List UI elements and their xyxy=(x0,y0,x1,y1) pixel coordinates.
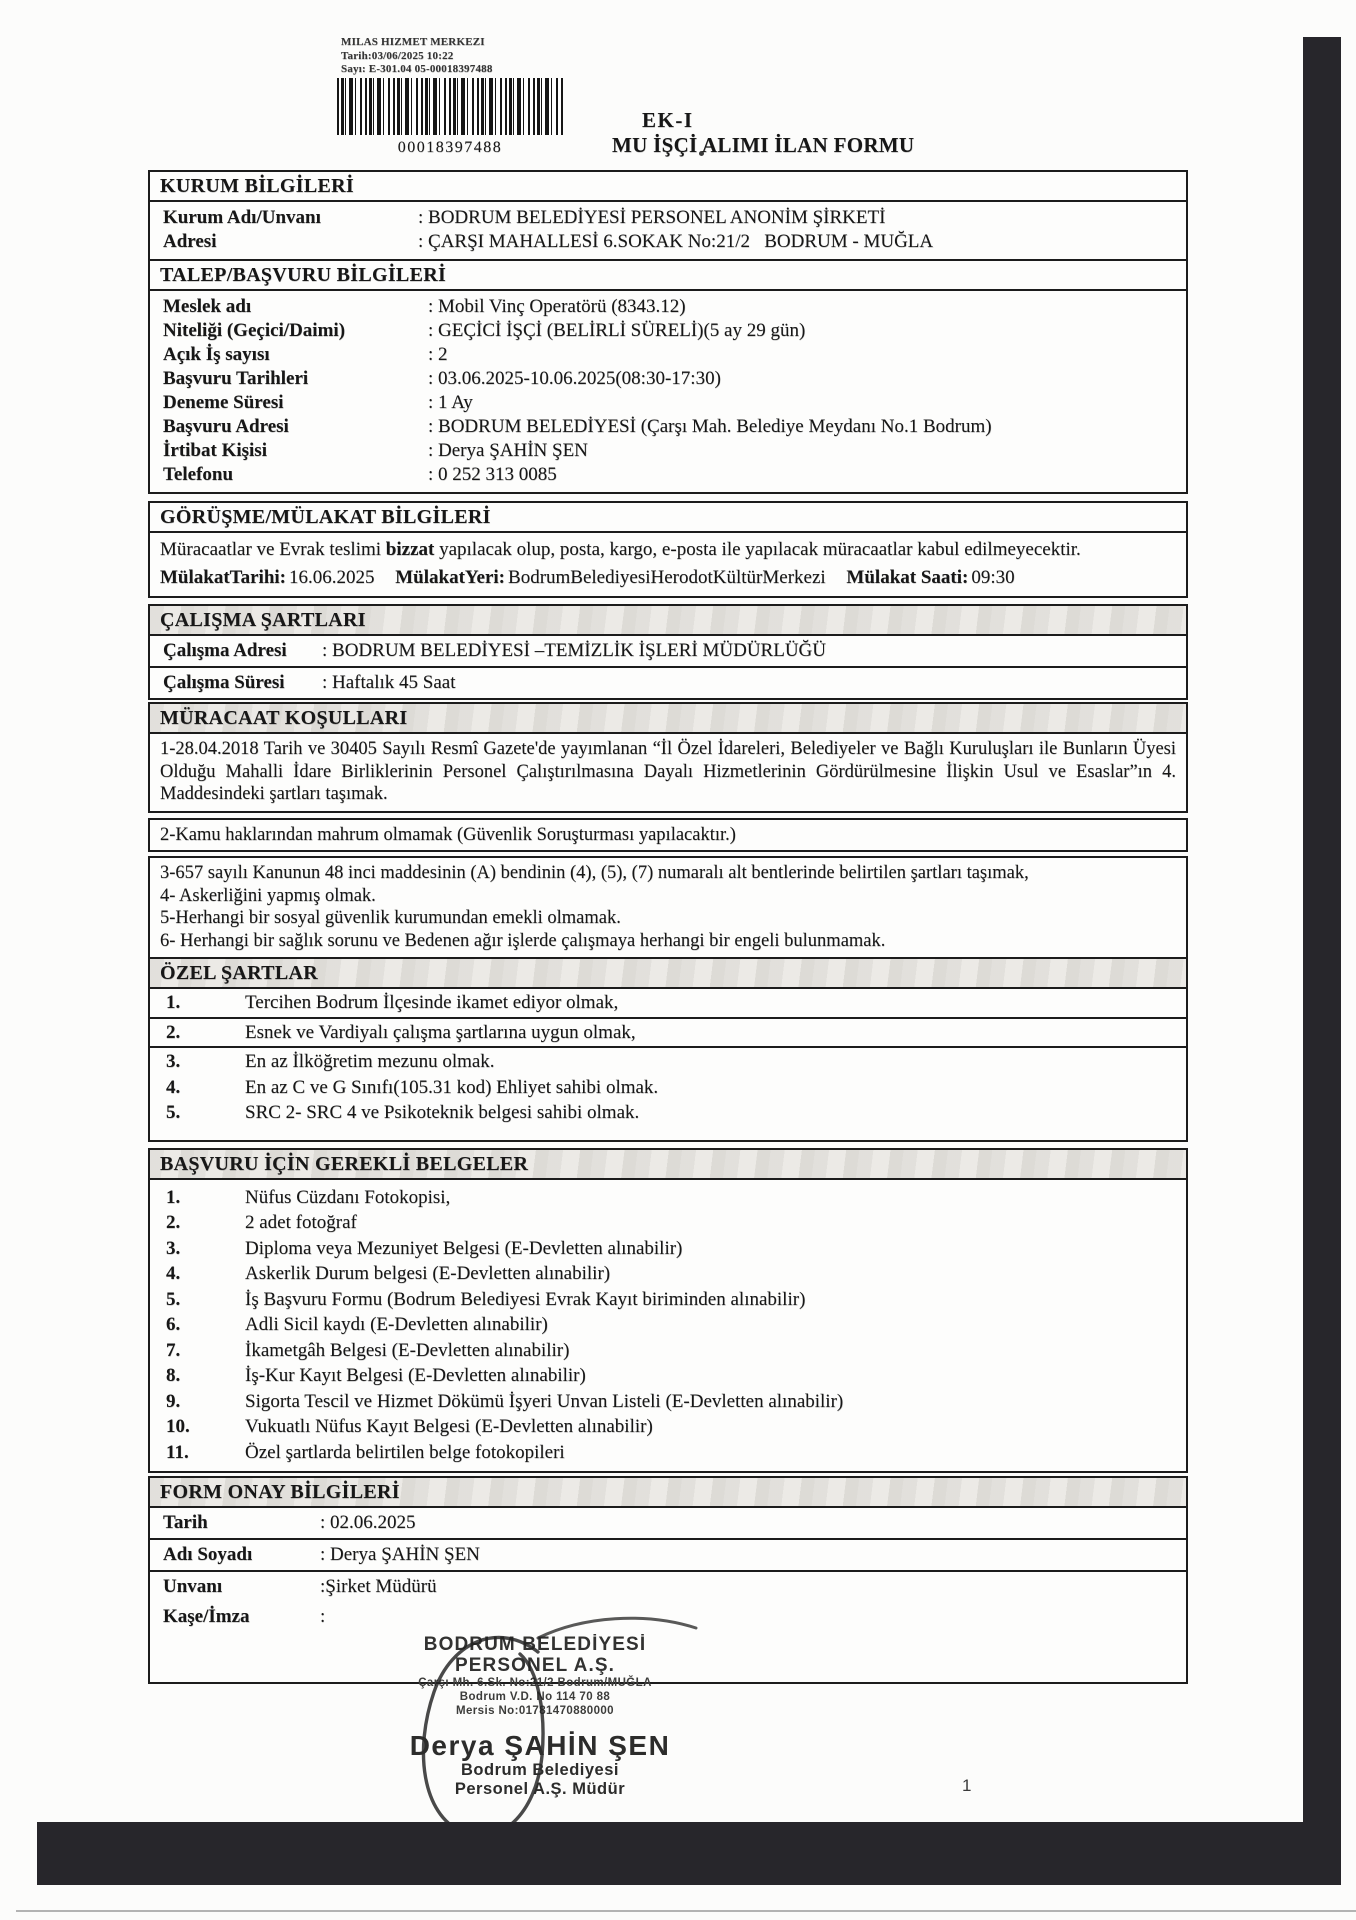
field-row xyxy=(150,319,1186,343)
list-item xyxy=(150,1049,1186,1075)
field-label: Kurum Adı/Unvanı xyxy=(163,207,321,228)
gorusme-bold-word: bizzat xyxy=(385,539,435,560)
scan-number: Sayı: E-301.04 05-00018397488 xyxy=(341,63,493,75)
list-item xyxy=(150,1287,1186,1313)
field-value: : 2 xyxy=(428,344,448,365)
scan-artifact-line xyxy=(16,1910,1356,1912)
gorusme-text: Müracaatlar ve Evrak teslimi xyxy=(160,539,386,560)
signatory-title: Personel A.Ş. Müdür xyxy=(454,1780,626,1798)
item-number: 5. xyxy=(166,1102,181,1123)
field-value: : Mobil Vinç Operatörü (8343.12) xyxy=(428,296,686,317)
mulakat-place: MülakatYeri: BodrumBelediyesiHerodotKültürMerkezi xyxy=(395,567,826,588)
section-title-belgeler: BAŞVURU İÇİN GEREKLİ BELGELER xyxy=(150,1150,1186,1180)
field-label: Adı Soyadı xyxy=(163,1544,253,1565)
section-onay xyxy=(148,1476,1188,1717)
item-number: 9. xyxy=(166,1390,181,1412)
ozel-items-3-5 xyxy=(150,1048,1186,1140)
item-text: 2 adet fotoğraf xyxy=(245,1212,357,1233)
page-title: MU İŞÇİ ALIMI İLAN FORMU xyxy=(612,133,915,157)
item-number: 10. xyxy=(166,1416,190,1437)
item-number: 5. xyxy=(166,1288,181,1310)
list-item xyxy=(150,1019,1186,1049)
list-item xyxy=(150,1236,1186,1262)
gorusme-paragraph xyxy=(150,533,1186,564)
section-title-gorusme: GÖRÜŞME/MÜLAKAT BİLGİLERİ xyxy=(150,503,1186,533)
item-number: 4. xyxy=(166,1076,181,1098)
scan-office: MILAS HIZMET MERKEZI xyxy=(341,36,485,48)
field-label: Tarih xyxy=(163,1512,208,1533)
condition-item-6: 6- Herhangi bir sağlık sorunu ve Bedenen ağır işlerde çalışmaya herhangi bir engeli bulunmamak. xyxy=(160,930,886,951)
field-row xyxy=(150,230,1186,254)
scan-date: Tarih:03/06/2025 10:22 xyxy=(341,49,454,62)
condition-item-5: 5-Herhangi bir sosyal güvenlik kurumundan emekli olmamak. xyxy=(160,908,621,928)
stamp-line: Çarşı Mh. 6.Sk. No:21/2 Bodrum/MUĞLA xyxy=(418,1677,652,1689)
gorusme-text: yapılacak olup, posta, kargo, e-posta ile yapılacak müracaatlar kabul edilmeyecektir. xyxy=(434,539,1081,560)
field-label: Başvuru Adresi xyxy=(163,416,289,437)
field-row xyxy=(150,1602,1186,1632)
stamp-area xyxy=(150,1632,1186,1717)
list-item xyxy=(150,1440,1186,1466)
field-value: : 1 Ay xyxy=(428,392,473,413)
field-value: : xyxy=(320,1606,326,1627)
item-text: Adli Sicil kaydı (E-Devletten alınabilir) xyxy=(245,1314,548,1335)
condition-items-3-6 xyxy=(150,858,1186,959)
barcode xyxy=(337,78,563,135)
item-number: 7. xyxy=(166,1339,181,1361)
section-title-talep: TALEP/BAŞVURU BİLGİLERİ xyxy=(150,261,1186,291)
talep-rows xyxy=(150,291,1186,492)
signatory-name: Derya ŞAHİN ŞEN xyxy=(409,1730,671,1761)
section-title-ozel: ÖZEL ŞARTLAR xyxy=(150,959,1186,989)
field-row xyxy=(150,295,1186,319)
field-row xyxy=(150,415,1186,439)
field-row xyxy=(150,206,1186,230)
field-label: Adresi xyxy=(163,231,217,252)
list-item xyxy=(150,1414,1186,1440)
field-row xyxy=(150,1508,1186,1540)
field-label: Açık İş sayısı xyxy=(163,344,270,365)
field-value: : Haftalık 45 Saat xyxy=(322,672,456,693)
field-label: Meslek adı xyxy=(163,296,252,317)
condition-item-3: 3-657 sayılı Kanunun 48 inci maddesinin (A) bendinin (4), (5), (7) numaralı alt bentlerinde belirtilen şartları taşımak, xyxy=(160,863,1029,883)
section-title-muracaat: MÜRACAAT KOŞULLARI xyxy=(150,704,1186,734)
field-label: Kaşe/İmza xyxy=(163,1606,250,1627)
scan-metadata xyxy=(341,36,493,77)
condition-item-4: 4- Askerliğini yapmış olmak. xyxy=(160,885,376,906)
form-body xyxy=(148,170,1188,1799)
item-text: İş Başvuru Formu (Bodrum Belediyesi Evrak Kayıt biriminden alınabilir) xyxy=(245,1288,806,1310)
item-number: 2. xyxy=(166,1021,181,1043)
field-label: Başvuru Tarihleri xyxy=(163,368,309,389)
field-value: : Derya ŞAHİN ŞEN xyxy=(320,1544,480,1565)
field-label: Çalışma Süresi xyxy=(163,672,285,693)
list-item xyxy=(150,1261,1186,1287)
section-title-onay: FORM ONAY BİLGİLERİ xyxy=(150,1478,1186,1508)
stamp-line: Bodrum V.D. No 114 70 88 xyxy=(459,1691,611,1703)
field-value: : 02.06.2025 xyxy=(320,1512,416,1533)
item-text: En az C ve G Sınıfı(105.31 kod) Ehliyet sahibi olmak. xyxy=(245,1076,659,1098)
item-text: İkametgâh Belgesi (E-Devletten alınabilir) xyxy=(245,1339,570,1361)
form-header xyxy=(612,108,948,158)
field-row xyxy=(150,343,1186,367)
field-label: İrtibat Kişisi xyxy=(163,440,267,461)
item-number: 2. xyxy=(166,1212,181,1233)
muracaat-items-ozel xyxy=(148,856,1188,1142)
stamp-line: BODRUM BELEDİYESİ xyxy=(423,1634,647,1655)
field-label: Çalışma Adresi xyxy=(163,640,287,661)
page-number: 1 xyxy=(962,1776,972,1795)
mulakat-date: MülakatTarihi: 16.06.2025 xyxy=(160,567,375,588)
item-text: Tercihen Bodrum İlçesinde ikamet ediyor olmak, xyxy=(245,992,619,1013)
muracaat-item-2-box xyxy=(148,818,1188,853)
list-item xyxy=(150,1312,1186,1338)
list-item xyxy=(150,1210,1186,1236)
field-row xyxy=(150,1540,1186,1572)
list-item xyxy=(150,1338,1186,1364)
list-item xyxy=(150,1100,1186,1126)
item-number: 1. xyxy=(166,992,181,1013)
field-value: : BODRUM BELEDİYESİ –TEMİZLİK İŞLERİ MÜDÜRLÜĞÜ xyxy=(322,640,826,661)
signatory-org: Bodrum Belediyesi xyxy=(461,1761,619,1779)
section-belgeler xyxy=(148,1148,1188,1474)
list-item xyxy=(150,1075,1186,1101)
item-number: 3. xyxy=(166,1051,181,1072)
field-row xyxy=(150,439,1186,463)
field-row xyxy=(150,463,1186,487)
field-label: Niteliği (Geçici/Daimi) xyxy=(163,320,346,341)
field-value: :Şirket Müdürü xyxy=(320,1576,437,1597)
mulakat-line xyxy=(150,564,1186,596)
mulakat-time: Mülakat Saati: 09:30 xyxy=(846,567,1015,588)
section-title-calisma: ÇALIŞMA ŞARTLARI xyxy=(150,606,1186,636)
item-number: 11. xyxy=(166,1441,189,1463)
item-text: Vukuatlı Nüfus Kayıt Belgesi (E-Devletten alınabilir) xyxy=(245,1416,653,1437)
section-kurum-talep xyxy=(148,170,1188,494)
list-item xyxy=(150,1363,1186,1389)
kurum-rows xyxy=(150,202,1186,261)
item-text: Özel şartlarda belirtilen belge fotokopileri xyxy=(245,1441,565,1463)
list-item xyxy=(150,1389,1186,1415)
belgeler-list xyxy=(150,1180,1186,1472)
field-label: Deneme Süresi xyxy=(163,392,284,413)
item-text: En az İlköğretim mezunu olmak. xyxy=(245,1051,495,1072)
field-value: : ÇARŞI MAHALLESİ 6.SOKAK No:21/2 BODRUM - MUĞLA xyxy=(418,231,934,252)
signatory-block xyxy=(370,1730,972,1799)
field-value: : 0 252 313 0085 xyxy=(428,464,557,485)
condition-item-1: 1-28.04.2018 Tarih ve 30405 Sayılı Resmî Gazete'de yayımlanan “İl Özel İdareleri, Belediyeler ve Bağlı Kuruluşları ile Bunların Üyesi Olduğu Mahalli İdare Birliklerinin Personel Çalıştırılmasına Dayalı Hizmetlerinin Gördürülmesine İlişkin Usul ve Esaslar”ın 4. Maddesindeki şartları taşımak. xyxy=(160,739,1176,804)
section-title-kurum: KURUM BİLGİLERİ xyxy=(150,172,1186,202)
form-code: EK-I xyxy=(642,108,694,132)
item-number: 3. xyxy=(166,1237,181,1259)
field-row xyxy=(150,391,1186,415)
section-gorusme xyxy=(148,501,1188,598)
field-row xyxy=(150,668,1186,698)
section-calisma xyxy=(148,604,1188,700)
company-stamp xyxy=(320,1634,750,1718)
item-number: 6. xyxy=(166,1314,181,1335)
item-number: 1. xyxy=(166,1186,181,1208)
stamp-line: Mersis No:01781470880000 xyxy=(456,1705,614,1717)
field-label: Telefonu xyxy=(163,464,234,485)
item-number: 4. xyxy=(166,1263,181,1284)
item-text: SRC 2- SRC 4 ve Psikoteknik belgesi sahibi olmak. xyxy=(245,1102,640,1123)
condition-item-2: 2-Kamu haklarından mahrum olmamak (Güvenlik Soruşturması yapılacaktır.) xyxy=(160,824,736,845)
item-text: Diploma veya Mezuniyet Belgesi (E-Devletten alınabilir) xyxy=(245,1237,683,1259)
item-text: Nüfus Cüzdanı Fotokopisi, xyxy=(245,1186,451,1208)
barcode-number: 00018397488 xyxy=(397,139,503,156)
field-label: Unvanı xyxy=(163,1576,223,1597)
item-text: Askerlik Durum belgesi (E-Devletten alınabilir) xyxy=(245,1263,611,1284)
field-value: : Derya ŞAHİN ŞEN xyxy=(428,440,588,461)
field-row xyxy=(150,367,1186,391)
field-value: : 03.06.2025-10.06.2025(08:30-17:30) xyxy=(428,368,721,389)
field-value: : BODRUM BELEDİYESİ (Çarşı Mah. Belediye Meydanı No.1 Bodrum) xyxy=(428,416,992,437)
item-text: Sigorta Tescil ve Hizmet Dökümü İşyeri Unvan Listeli (E-Devletten alınabilir) xyxy=(245,1390,844,1412)
item-text: İş-Kur Kayıt Belgesi (E-Devletten alınabilir) xyxy=(245,1365,586,1386)
list-item xyxy=(150,1185,1186,1211)
photocopy-edge-vertical xyxy=(1303,37,1341,1885)
field-row xyxy=(150,1572,1186,1602)
photocopy-edge-bottom xyxy=(37,1822,1341,1885)
field-value: : BODRUM BELEDİYESİ PERSONEL ANONİM ŞİRKETİ xyxy=(418,207,886,228)
stamp-line: PERSONEL A.Ş. xyxy=(454,1655,615,1676)
field-value: : GEÇİCİ İŞÇİ (BELİRLİ SÜRELİ)(5 ay 29 gün) xyxy=(428,320,806,341)
section-muracaat xyxy=(148,702,1188,813)
item-text: Esnek ve Vardiyalı çalışma şartlarına uygun olmak, xyxy=(245,1021,636,1043)
field-row xyxy=(150,636,1186,668)
item-number: 8. xyxy=(166,1365,181,1386)
list-item xyxy=(150,989,1186,1019)
